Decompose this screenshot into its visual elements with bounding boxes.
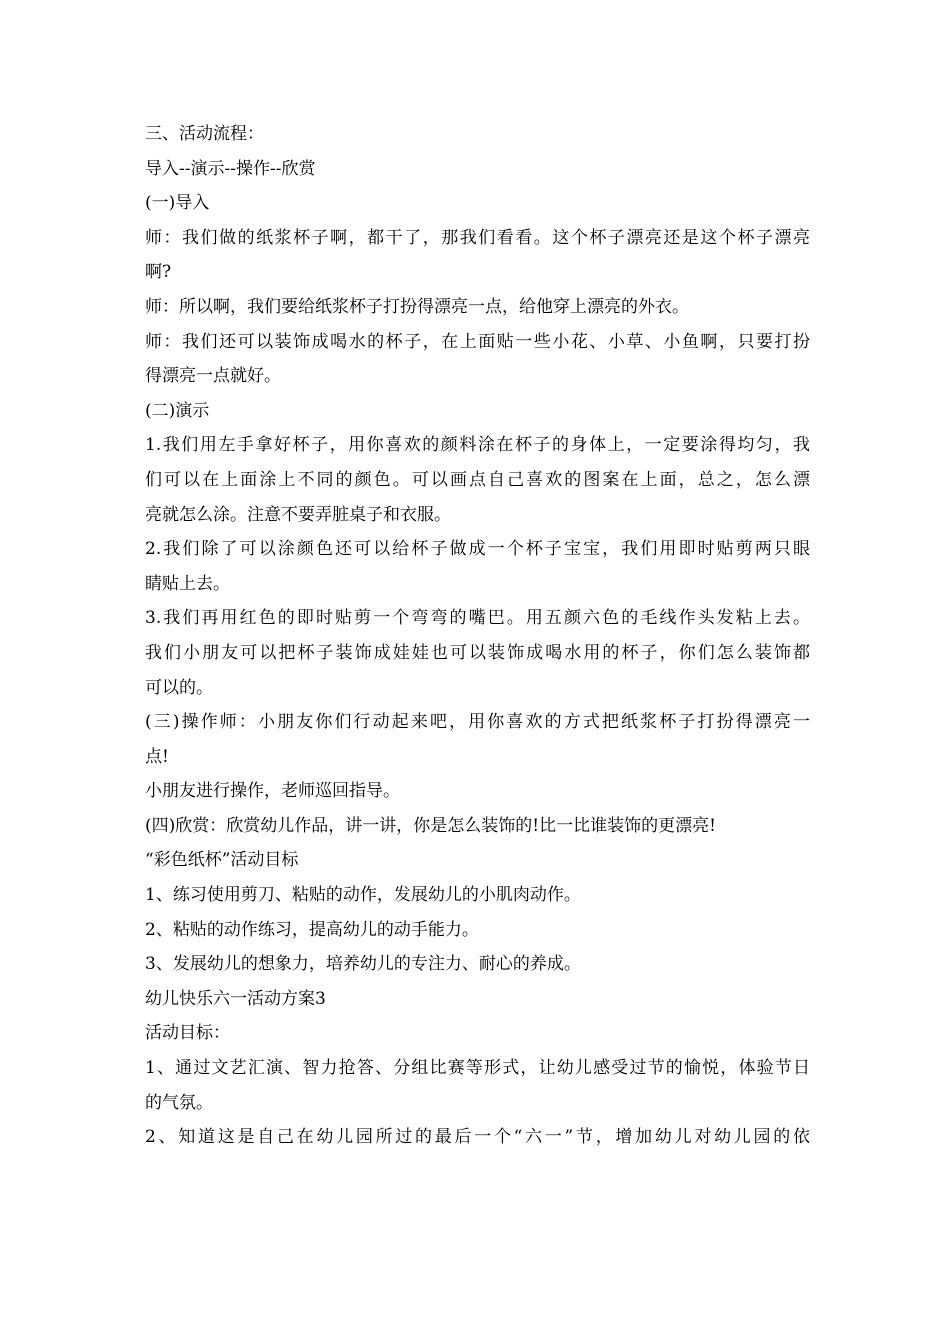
paragraph-line: 师：我们还可以装饰成喝水的杯子，在上面贴一些小花、小草、小鱼啊，只要打扮 <box>145 331 810 352</box>
list-item: 1、练习使用剪刀、粘贴的动作，发展幼儿的小肌肉动作。 <box>145 885 581 906</box>
paragraph-line: 小朋友进行操作，老师巡回指导。 <box>145 781 400 802</box>
subsection-heading: 活动目标： <box>145 1023 230 1044</box>
paragraph-line: 3.我们再用红色的即时贴剪一个弯弯的嘴巴。用五颜六色的毛线作头发粘上去。 <box>145 608 810 629</box>
section-heading: 幼儿快乐六一活动方案3 <box>145 988 326 1009</box>
list-item: 2、粘贴的动作练习，提高幼儿的动手能力。 <box>145 919 479 940</box>
paragraph-line: 师：我们做的纸浆杯子啊，都干了，那我们看看。这个杯子漂亮还是这个杯子漂亮 <box>145 227 810 248</box>
list-item: 的气氛。 <box>145 1092 213 1113</box>
paragraph-line: 可以的。 <box>145 677 213 698</box>
paragraph-line: 师：所以啊，我们要给纸浆杯子打扮得漂亮一点，给他穿上漂亮的外衣。 <box>145 296 689 317</box>
paragraph-line: 们可以在上面涂上不同的颜色。可以画点自己喜欢的图案在上面，总之，怎么漂 <box>145 469 810 490</box>
paragraph-line: 点! <box>145 746 169 767</box>
section-heading: “彩色纸杯”活动目标 <box>145 850 299 871</box>
section-heading: 三、活动流程： <box>145 124 264 144</box>
paragraph-line: 2.我们除了可以涂颜色还可以给杯子做成一个杯子宝宝，我们用即时贴剪两只眼 <box>145 539 810 560</box>
subsection-heading: (一)导入 <box>145 193 210 214</box>
list-item: 1、通过文艺汇演、智力抢答、分组比赛等形式，让幼儿感受过节的愉悦，体验节日 <box>145 1058 810 1079</box>
paragraph-line: 啊? <box>145 262 172 283</box>
subsection-heading: (二)演示 <box>145 400 210 421</box>
paragraph-line: (四)欣赏：欣赏幼儿作品，讲一讲，你是怎么装饰的!比一比谁装饰的更漂亮! <box>145 815 716 836</box>
paragraph-line: 导入--演示--操作--欣赏 <box>145 158 316 179</box>
document-body <box>145 117 810 1155</box>
list-item: 2、知道这是自己在幼儿园所过的最后一个“六一”节，增加幼儿对幼儿园的依 <box>145 1127 810 1148</box>
list-item: 3、发展幼儿的想象力，培养幼儿的专注力、耐心的养成。 <box>145 954 581 975</box>
paragraph-line: (三)操作师：小朋友你们行动起来吧，用你喜欢的方式把纸浆杯子打扮得漂亮一 <box>145 712 810 733</box>
paragraph-line: 亮就怎么涂。注意不要弄脏桌子和衣服。 <box>145 504 451 525</box>
paragraph-line: 得漂亮一点就好。 <box>145 366 281 387</box>
paragraph-line: 我们小朋友可以把杯子装饰成娃娃也可以装饰成喝水用的杯子，你们怎么装饰都 <box>145 642 810 663</box>
paragraph-line: 1.我们用左手拿好杯子，用你喜欢的颜料涂在杯子的身体上，一定要涂得均匀，我 <box>145 435 810 456</box>
paragraph-line: 睛贴上去。 <box>145 573 230 594</box>
